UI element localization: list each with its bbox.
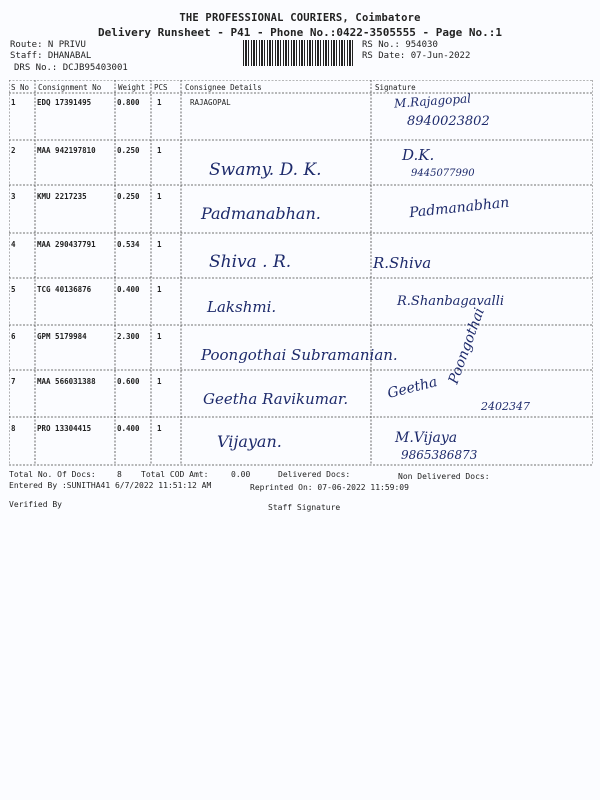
row-weight: 0.250 xyxy=(117,192,140,201)
row-sno: 3 xyxy=(11,192,16,201)
row-pcs: 1 xyxy=(157,424,162,433)
row-weight: 0.800 xyxy=(117,98,140,107)
row-signature-phone: 8940023802 xyxy=(407,114,490,129)
row-sno: 1 xyxy=(11,98,16,107)
row-pcs: 1 xyxy=(157,332,162,341)
total-docs-value: 8 xyxy=(117,470,122,479)
col-header-signature: Signature xyxy=(375,83,416,92)
col-header-consignee: Consignee Details xyxy=(185,83,262,92)
verified-by: Verified By xyxy=(9,500,62,509)
row-consignee-handwritten: Geetha Ravikumar. xyxy=(203,390,349,408)
row-consignment-no: MAA 566031388 xyxy=(37,377,96,386)
row-sno: 4 xyxy=(11,240,16,249)
cod-value: 0.00 xyxy=(231,470,251,479)
row-signature: Geetha xyxy=(385,374,439,402)
row-signature: R.Shanbagavalli xyxy=(397,294,505,309)
row-weight: 0.534 xyxy=(117,240,140,249)
row-signature: R.Shiva xyxy=(373,254,432,272)
document-title: THE PROFESSIONAL COURIERS, Coimbatore xyxy=(179,12,421,24)
row-consignment-no: PRO 13304415 xyxy=(37,424,92,433)
row-pcs: 1 xyxy=(157,146,162,155)
row-consignee-handwritten: Lakshmi. xyxy=(207,298,277,316)
runsheet-subtitle: Delivery Runsheet - P41 - Phone No.:0422-3505555 - Page No.:1 xyxy=(98,26,502,39)
row-sno: 8 xyxy=(11,424,16,433)
row-consignment-no: MAA 942197810 xyxy=(37,146,96,155)
row-consignee: RAJAGOPAL xyxy=(190,98,231,107)
row-sno: 5 xyxy=(11,285,16,294)
rs-date: RS Date: 07-Jun-2022 xyxy=(362,51,471,61)
row-pcs: 1 xyxy=(157,377,162,386)
col-header-sno: S No xyxy=(11,83,30,92)
staff-signature: Staff Signature xyxy=(268,503,341,512)
row-consignment-no: KMU 2217235 xyxy=(37,192,87,201)
cod-label: Total COD Amt: xyxy=(141,470,209,479)
runsheet-table xyxy=(9,80,593,466)
col-header-weight: Weight xyxy=(118,83,146,92)
row-pcs: 1 xyxy=(157,285,162,294)
row-weight: 0.400 xyxy=(117,285,140,294)
row-weight: 2.300 xyxy=(117,332,140,341)
delivered-docs: Delivered Docs: xyxy=(278,470,351,479)
barcode xyxy=(243,40,355,66)
row-consignee-handwritten: Poongothai Subramanian. xyxy=(201,346,398,364)
total-docs-label: Total No. Of Docs: xyxy=(9,470,96,479)
row-sno: 2 xyxy=(11,146,16,155)
row-weight: 0.250 xyxy=(117,146,140,155)
row-pcs: 1 xyxy=(157,192,162,201)
col-header-pcs: PCS xyxy=(154,83,168,92)
route-label: Route: N PRIVU xyxy=(10,40,86,50)
row-signature: M.Rajagopal xyxy=(393,91,472,111)
row-signature-phone: 2402347 xyxy=(481,400,530,413)
row-signature-phone: 9865386873 xyxy=(401,448,478,462)
reprinted-on: Reprinted On: 07-06-2022 11:59:09 xyxy=(250,483,409,492)
row-pcs: 1 xyxy=(157,98,162,107)
row-weight: 0.600 xyxy=(117,377,140,386)
drs-number: DRS No.: DCJB95403001 xyxy=(14,63,128,73)
row-signature: Poongothai xyxy=(445,305,488,387)
row-sno: 7 xyxy=(11,377,16,386)
row-consignee-handwritten: Vijayan. xyxy=(217,432,282,451)
row-signature: D.K. xyxy=(402,146,435,164)
row-signature: M.Vijaya xyxy=(395,430,458,446)
row-weight: 0.400 xyxy=(117,424,140,433)
row-consignee-handwritten: Padmanabhan. xyxy=(201,204,321,223)
row-consignment-no: EDQ 17391495 xyxy=(37,98,92,107)
non-delivered-docs: Non Delivered Docs: xyxy=(398,472,490,481)
row-consignment-no: GPM 5179984 xyxy=(37,332,87,341)
row-signature-phone: 9445077990 xyxy=(411,168,475,179)
row-sno: 6 xyxy=(11,332,16,341)
entered-by: Entered By :SUNITHA41 6/7/2022 11:51:12 AM xyxy=(9,481,212,490)
row-consignment-no: TCG 40136876 xyxy=(37,285,92,294)
rs-number: RS No.: 954030 xyxy=(362,40,438,50)
row-pcs: 1 xyxy=(157,240,162,249)
row-consignee-handwritten: Shiva . R. xyxy=(209,252,292,272)
col-header-consignment: Consignment No xyxy=(38,83,102,92)
staff-label: Staff: DHANABAL xyxy=(10,51,92,61)
row-consignee-handwritten: Swamy. D. K. xyxy=(209,160,322,180)
row-signature: Padmanabhan xyxy=(408,194,510,222)
row-consignment-no: MAA 290437791 xyxy=(37,240,96,249)
